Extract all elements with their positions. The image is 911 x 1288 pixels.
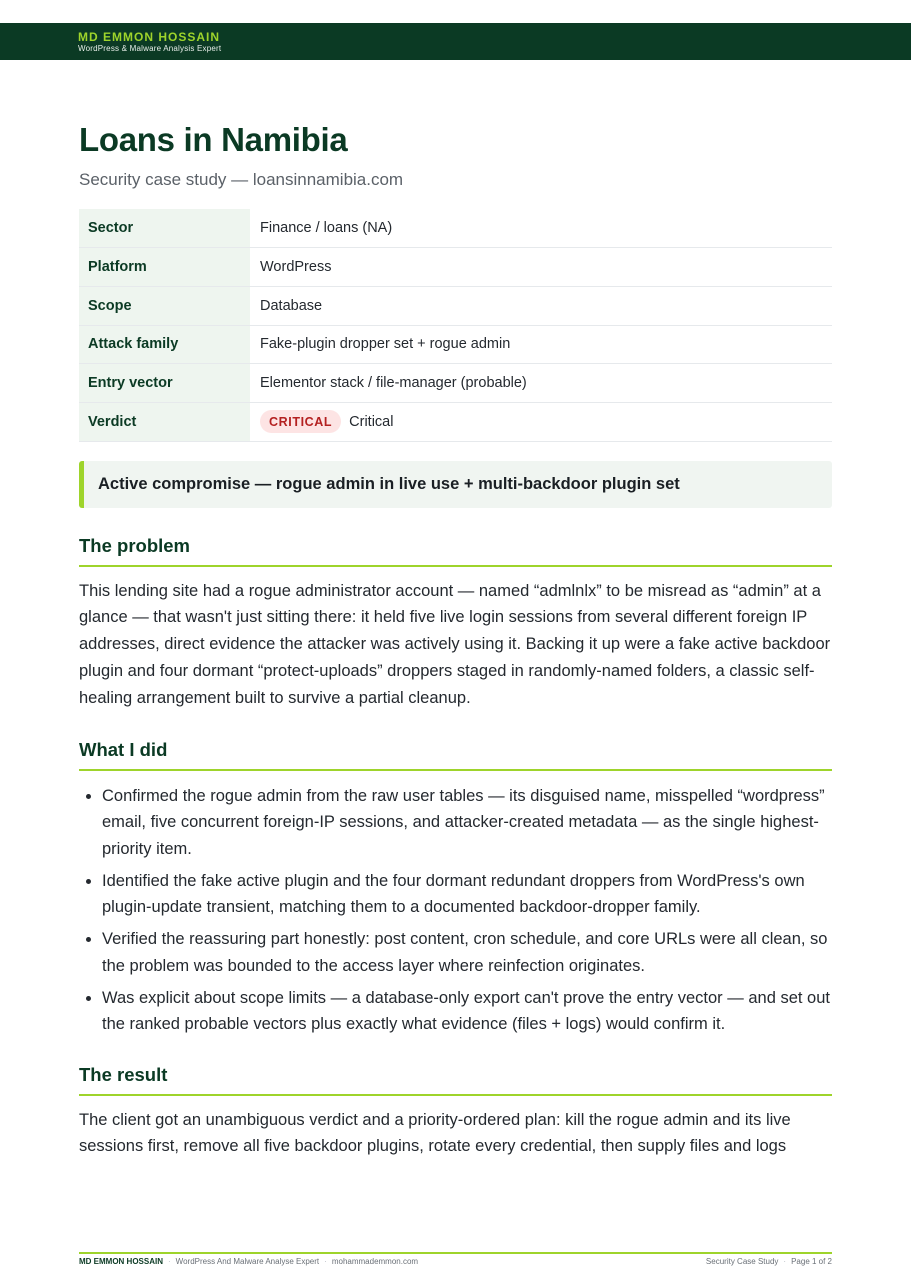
meta-row-entry-vector	[79, 364, 832, 403]
section-paragraph: The client got an unambiguous verdict and a priority-ordered plan: kill the rogue admin and its live sessions first, remove all five backdoor plugins, rotate every credential, then supply files and logs	[79, 1110, 791, 1156]
meta-value: WordPress	[250, 248, 832, 287]
meta-key: Scope	[79, 286, 250, 325]
meta-value: Finance / loans (NA)	[250, 209, 832, 248]
footer-doc-type: Security Case Study	[705, 1257, 779, 1266]
meta-row-platform	[79, 248, 832, 287]
page-subtitle: Security case study — loansinnamibia.com	[79, 170, 404, 189]
meta-value: Database	[250, 286, 832, 325]
list-item: • Verified the reassuring part honestly: post content, cron schedule, and core URLs were all clean, so the problem was bounded to the access layer where reinfection originates.	[102, 926, 832, 979]
footer-site-link[interactable]: mohammademmon.com	[331, 1257, 419, 1266]
meta-row-scope	[79, 286, 832, 325]
section-what-i-did	[79, 738, 832, 1038]
meta-key: Verdict	[79, 402, 250, 441]
section-result	[79, 1063, 832, 1161]
action-list	[79, 783, 832, 1038]
verdict-badge: CRITICAL	[260, 410, 341, 433]
footer-left: MD EMMON HOSSAIN · WordPress And Malware Analyse Expert · mohammademmon.com	[79, 1257, 419, 1266]
verdict-text: Critical	[349, 414, 394, 431]
top-header-bar	[0, 23, 911, 60]
meta-value: Fake-plugin dropper set + rogue admin	[250, 325, 832, 364]
meta-key: Entry vector	[79, 364, 250, 403]
footer-role: WordPress And Malware Analyse Expert	[175, 1257, 320, 1266]
brand-tagline: WordPress & Malware Analysis Expert	[78, 44, 222, 53]
meta-key: Platform	[79, 248, 250, 287]
meta-row-verdict	[79, 402, 832, 441]
footer-page-number: Page 1 of 2	[791, 1257, 832, 1266]
brand-name: MD EMMON HOSSAIN	[78, 30, 220, 44]
footer-right: Security Case Study · Page 1 of 2	[705, 1257, 832, 1266]
section-problem	[79, 534, 832, 712]
section-heading: What I did	[79, 738, 832, 771]
case-metadata-table	[79, 209, 832, 442]
page-title: Loans in Namibia	[79, 121, 348, 158]
meta-key: Attack family	[79, 325, 250, 364]
meta-row-attack-family	[79, 325, 832, 364]
section-heading: The problem	[79, 534, 832, 567]
document-body	[79, 120, 832, 1160]
summary-callout: Active compromise — rogue admin in live use + multi-backdoor plugin set	[79, 461, 832, 508]
meta-value: Elementor stack / file-manager (probable)	[250, 364, 832, 403]
footer-author: MD EMMON HOSSAIN	[79, 1257, 163, 1266]
meta-row-sector	[79, 209, 832, 248]
meta-key: Sector	[79, 209, 250, 248]
page-footer	[79, 1252, 832, 1267]
section-heading: The result	[79, 1063, 832, 1096]
meta-value	[250, 402, 832, 441]
list-item: • Confirmed the rogue admin from the raw user tables — its disguised name, misspelled “wordpress” email, five concurrent foreign-IP sessions, and attacker-created metadata — as the single highest-priority item.	[102, 783, 832, 863]
list-item: • Was explicit about scope limits — a database-only export can't prove the entry vector — and set out the ranked probable vectors plus exactly what evidence (files + logs) would confirm it.	[102, 985, 832, 1038]
list-item: • Identified the fake active plugin and the four dormant redundant droppers from WordPress's own plugin-update transient, matching them to a documented backdoor-dropper family.	[102, 868, 832, 921]
section-paragraph: This lending site had a rogue administrator account — named “admlnlx” to be misread as “admin” at a glance — that wasn't just sitting there: it held five live login sessions from several different foreign IP addresses, direct evidence the attacker was actively using it. Backing it up were a fake active backdoor plugin and four dormant “protect-uploads” droppers staged in randomly-named folders, a classic self-healing arrangement built to survive a partial cleanup.	[79, 581, 831, 707]
